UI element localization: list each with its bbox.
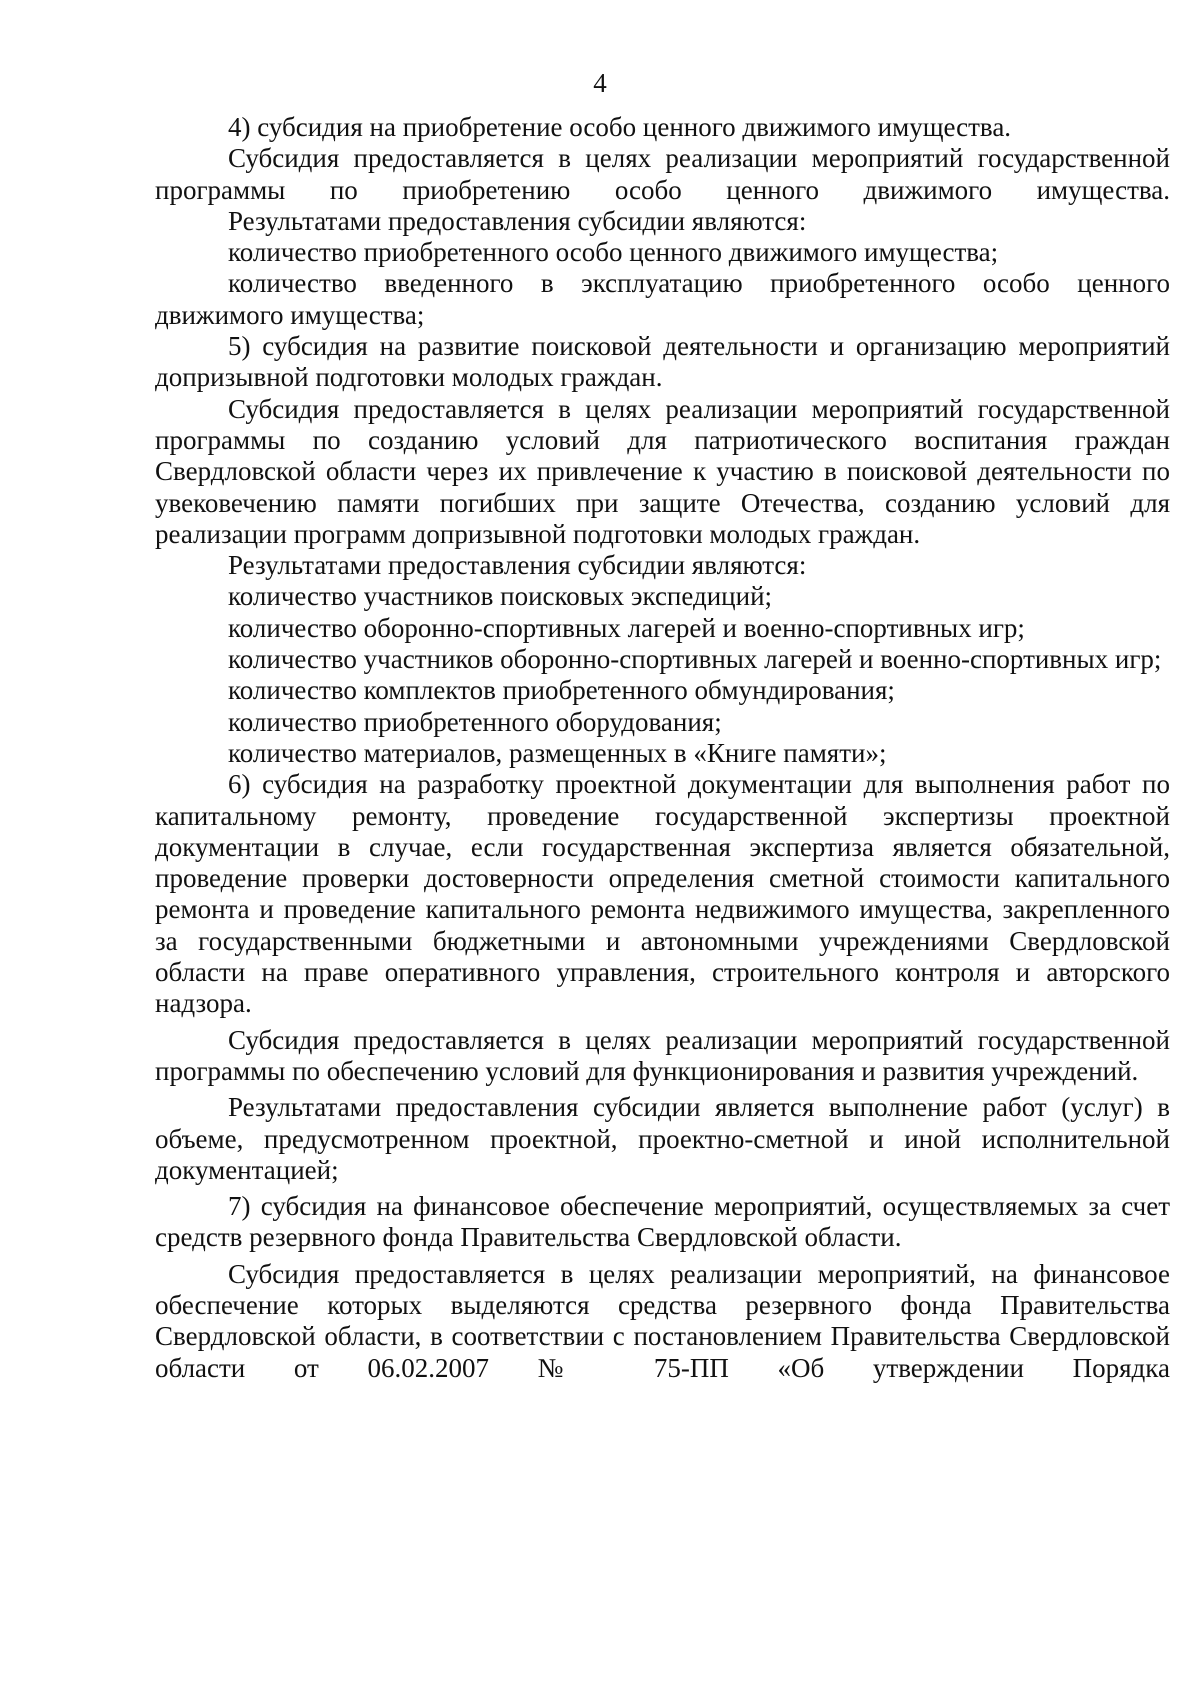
paragraph: Субсидия предоставляется в целях реализации мероприятий, на финансовое обеспечение которых выделяются средства резервного фонда Правительства Свердловской области, в соответствии с постановлением Правительства Свердловской области от 06.02.2007 № 75-ПП «Об утверждении Порядка <box>155 1258 1170 1383</box>
paragraph: Результатами предоставления субсидии являются: <box>228 550 807 581</box>
paragraph: количество введенного в эксплуатацию приобретенного особо ценного движимого имущества; <box>155 268 1170 330</box>
paragraph: Результатами предоставления субсидии является выполнение работ (услуг) в объеме, предусмотренном проектной, проектно-сметной и иной исполнительной документацией; <box>155 1092 1170 1185</box>
paragraph: количество участников оборонно-спортивных лагерей и военно-спортивных игр; <box>228 644 1162 675</box>
paragraph: 7) субсидия на финансовое обеспечение мероприятий, осуществляемых за счет средств резервного фонда Правительства Свердловской области. <box>155 1191 1170 1253</box>
paragraph: Субсидия предоставляется в целях реализации мероприятий государственной программы по обеспечению условий для функционирования и развития учреждений. <box>155 1024 1170 1086</box>
paragraph: количество материалов, размещенных в «Книге памяти»; <box>228 737 887 768</box>
paragraph: Субсидия предоставляется в целях реализации мероприятий государственной программы по созданию условий для патриотического воспитания граждан Свердловской области через их привлечение к участию в поисковой деятельности по увековечению памяти погибших при защите Отечества, созданию условий для реализации программ допризывной подготовки молодых граждан. <box>155 393 1170 549</box>
page-number: 4 <box>593 68 607 98</box>
paragraph: Субсидия предоставляется в целях реализации мероприятий государственной программы по приобретению особо ценного движимого имущества. <box>155 143 1170 205</box>
paragraph: количество комплектов приобретенного обмундирования; <box>228 675 895 706</box>
paragraph: количество оборонно-спортивных лагерей и военно-спортивных игр; <box>228 612 1025 643</box>
paragraph: 4) субсидия на приобретение особо ценного движимого имущества. <box>228 112 1012 142</box>
paragraph: 5) субсидия на развитие поисковой деятельности и организацию мероприятий допризывной подготовки молодых граждан. <box>155 331 1170 393</box>
paragraph: количество участников поисковых экспедиций; <box>228 581 773 612</box>
paragraph: количество приобретенного оборудования; <box>228 706 722 737</box>
paragraph: количество приобретенного особо ценного движимого имущества; <box>228 237 999 268</box>
paragraph: Результатами предоставления субсидии являются: <box>228 205 807 236</box>
document-body <box>155 112 1170 1384</box>
paragraph: 6) субсидия на разработку проектной документации для выполнения работ по капитальному ремонту, проведение государственной экспертизы проектной документации в случае, если государственная экспертиза является обязательной, проведение проверки достоверности определения сметной стоимости капитального ремонта и проведение капитального ремонта недвижимого имущества, закрепленного за государственными бюджетными и автономными учреждениями Свердловской области на праве оперативного управления, строительного контроля и авторского надзора. <box>155 769 1170 1019</box>
